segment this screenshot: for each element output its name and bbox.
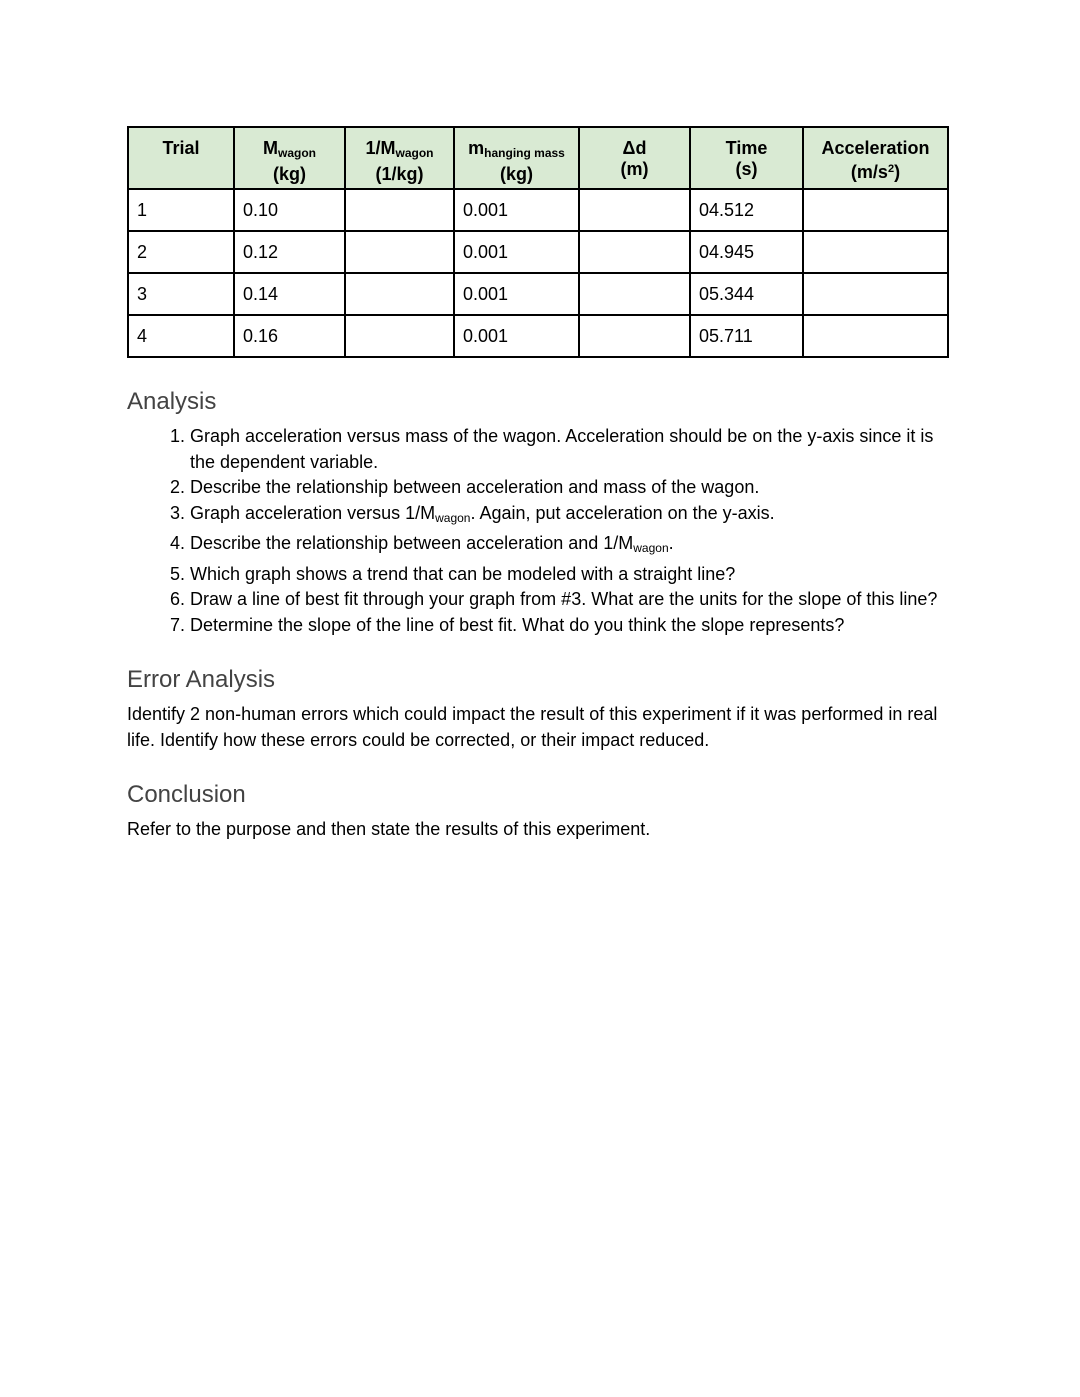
header-time: Time (s) <box>690 127 803 189</box>
list-item: 5. Which graph shows a trend that can be modeled with a straight line? <box>190 562 947 588</box>
cell-inverse-m-wagon <box>345 231 454 273</box>
cell-m-hanging: 0.001 <box>454 189 579 231</box>
list-item: 7. Determine the slope of the line of best fit. What do you think the slope represents? <box>190 613 947 639</box>
cell-m-wagon: 0.10 <box>234 189 345 231</box>
header-m-wagon: $M_{wagon}$ (kg) <box>234 127 345 189</box>
cell-time: 05.711 <box>690 315 803 357</box>
header-delta-d: Δd (m) <box>579 127 690 189</box>
header-trial: Trial <box>128 127 234 189</box>
cell-m-wagon: 0.16 <box>234 315 345 357</box>
analysis-heading: Analysis <box>127 388 217 415</box>
cell-time: 04.512 <box>690 189 803 231</box>
list-item: 1. Graph acceleration versus mass of the wagon. Acceleration should be on the y-axis since it is the dependent variable. <box>190 424 947 475</box>
cell-inverse-m-wagon <box>345 315 454 357</box>
cell-m-hanging: 0.001 <box>454 273 579 315</box>
cell-m-wagon: 0.12 <box>234 231 345 273</box>
cell-trial: 1 <box>128 189 234 231</box>
list-item: 2. Describe the relationship between acceleration and mass of the wagon. <box>190 475 947 501</box>
table-row <box>128 231 948 273</box>
list-item: 3. Graph acceleration versus $1/M_{wagon}$. Again, put acceleration on the y-axis. <box>190 501 947 532</box>
cell-delta-d <box>579 189 690 231</box>
cell-delta-d <box>579 231 690 273</box>
list-item: 6. Draw a line of best fit through your graph from #3. What are the units for the slope of this line? <box>190 587 947 613</box>
list-item: 4. Describe the relationship between acceleration and $1/M_{wagon}$. <box>190 531 947 562</box>
conclusion-text: Refer to the purpose and then state the results of this experiment. <box>127 819 651 839</box>
header-m-hanging: $m_{hanging mass}$ (kg) <box>454 127 579 189</box>
cell-acceleration <box>803 273 948 315</box>
table-row <box>128 273 948 315</box>
table-header-row <box>128 127 948 189</box>
cell-trial: 4 <box>128 315 234 357</box>
cell-inverse-m-wagon <box>345 273 454 315</box>
table-row <box>128 315 948 357</box>
cell-acceleration <box>803 231 948 273</box>
cell-time: 04.945 <box>690 231 803 273</box>
header-acceleration: Acceleration $(m/s^2)$ <box>803 127 948 189</box>
error-analysis-text: Identify 2 non-human errors which could impact the result of this experiment if it was performed in real life. Identify how these errors could be corrected, or their impact reduced. <box>127 704 938 750</box>
cell-acceleration <box>803 189 948 231</box>
conclusion-heading: Conclusion <box>127 781 246 808</box>
document-page <box>127 126 947 843</box>
cell-m-wagon: 0.14 <box>234 273 345 315</box>
cell-delta-d <box>579 273 690 315</box>
table-row <box>128 189 948 231</box>
error-analysis-heading: Error Analysis <box>127 666 276 693</box>
cell-time: 05.344 <box>690 273 803 315</box>
analysis-question-list <box>127 424 947 638</box>
cell-delta-d <box>579 315 690 357</box>
cell-trial: 2 <box>128 231 234 273</box>
cell-m-hanging: 0.001 <box>454 231 579 273</box>
cell-inverse-m-wagon <box>345 189 454 231</box>
data-table <box>127 126 949 358</box>
header-inverse-m-wagon: $1/M_{wagon}$ (1/kg) <box>345 127 454 189</box>
cell-acceleration <box>803 315 948 357</box>
cell-m-hanging: 0.001 <box>454 315 579 357</box>
cell-trial: 3 <box>128 273 234 315</box>
